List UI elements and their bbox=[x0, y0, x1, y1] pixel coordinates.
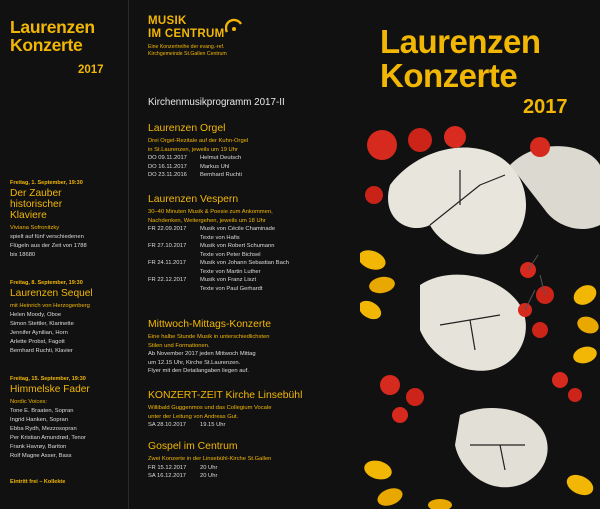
yellow-petal bbox=[360, 297, 384, 323]
section-title: Mittwoch-Mittags-Konzerte bbox=[148, 319, 271, 330]
section-title: Laurenzen Orgel bbox=[148, 123, 226, 134]
schedule-date: FR 27.10.2017 bbox=[148, 243, 187, 249]
section-vespern bbox=[148, 193, 353, 293]
left-brand-title bbox=[10, 18, 128, 54]
event-performer: Nordic Voices: bbox=[10, 399, 48, 405]
section-description bbox=[148, 208, 353, 225]
schedule-subrow bbox=[148, 234, 353, 243]
schedule-subrow bbox=[148, 251, 353, 260]
musik-im-centrum-logo bbox=[148, 15, 348, 85]
logo-subtitle bbox=[148, 44, 348, 58]
event-detail-line: Arlette Probst, Fagott bbox=[10, 339, 65, 345]
yellow-petal bbox=[570, 281, 600, 309]
description-line: Drei Orgel-Rezitale auf der Kuhn-Orgel bbox=[148, 138, 249, 144]
event-detail-line: Tone E. Braaten, Sopran bbox=[10, 408, 74, 414]
section-body bbox=[148, 350, 353, 376]
schedule-date: DO 16.11.2017 bbox=[148, 163, 187, 170]
schedule-info: Helmut Deutsch bbox=[200, 155, 242, 161]
cover-title-line2: Konzerte bbox=[380, 57, 518, 94]
stained-glass-artwork bbox=[360, 125, 600, 509]
red-berry bbox=[406, 388, 424, 406]
yellow-petal bbox=[375, 485, 405, 509]
schedule-info: 19.15 Uhr bbox=[200, 422, 226, 428]
section-description bbox=[148, 404, 353, 421]
section-description bbox=[148, 137, 353, 154]
left-panel bbox=[0, 0, 128, 509]
logo-line2: IM CENTRUM bbox=[148, 28, 225, 40]
section-description bbox=[148, 455, 353, 464]
event-title-line: Der Zauber bbox=[10, 188, 62, 199]
left-year: 2017 bbox=[78, 64, 104, 76]
logo-arc-icon bbox=[225, 17, 243, 33]
red-berry bbox=[552, 372, 568, 388]
cover-title-line1: Laurenzen bbox=[380, 23, 541, 60]
event-2 bbox=[10, 280, 128, 356]
event-detail-line: Ebba Rydh, Mezzosopran bbox=[10, 426, 77, 432]
schedule-info: Musik von Cécile Chaminade bbox=[200, 226, 276, 232]
description-line: 30–40 Minuten Musik & Poesie zum Ankommen, bbox=[148, 209, 273, 215]
cover-panel bbox=[360, 0, 600, 509]
schedule-row bbox=[148, 276, 353, 285]
schedule-row bbox=[148, 154, 353, 163]
logo-subtitle-line: Eine Konzertreihe der evang.-ref. bbox=[148, 44, 225, 50]
logo-line1: MUSIK bbox=[148, 15, 187, 27]
schedule-row bbox=[148, 225, 353, 234]
event-detail-line: Simon Stettler, Klarinette bbox=[10, 321, 74, 327]
schedule-date: FR 22.09.2017 bbox=[148, 226, 187, 232]
white-leaf bbox=[455, 408, 548, 487]
schedule-info: Musik von Robert Schumann bbox=[200, 243, 275, 249]
event-detail-line: spielt auf fünf verschiedenen bbox=[10, 234, 84, 240]
entry-note: Eintritt frei – Kollekte bbox=[10, 479, 66, 485]
red-berry bbox=[380, 375, 400, 395]
section-title: Gospel im Centrum bbox=[148, 441, 238, 452]
logo-wordmark bbox=[148, 15, 348, 41]
cover-title bbox=[380, 25, 541, 93]
yellow-petal bbox=[428, 499, 452, 509]
white-leaf bbox=[388, 148, 526, 255]
red-berry bbox=[392, 407, 408, 423]
schedule-info: Musik von Johann Sebastian Bach bbox=[200, 260, 289, 266]
schedule-row bbox=[148, 163, 353, 172]
event-title-line: Klaviere bbox=[10, 210, 47, 221]
schedule-date: DO 09.11.2017 bbox=[148, 155, 187, 161]
yellow-petal bbox=[362, 458, 394, 483]
schedule-subrow bbox=[148, 285, 353, 294]
event-detail-line: bis 18680 bbox=[10, 252, 36, 258]
middle-panel bbox=[128, 0, 360, 509]
event-title bbox=[10, 188, 128, 221]
schedule-row bbox=[148, 242, 353, 251]
event-performer: mit Heinrich von Herzogenberg bbox=[10, 303, 90, 309]
event-title bbox=[10, 384, 128, 395]
event-detail-line: Per Kristian Amundrød, Tenor bbox=[10, 435, 86, 441]
event-detail-line: Jennifer Aynilian, Horn bbox=[10, 330, 68, 336]
event-title-line: Laurenzen Sequel bbox=[10, 288, 93, 299]
schedule-info: 20 Uhr bbox=[200, 464, 218, 471]
red-berry bbox=[530, 137, 550, 157]
event-detail-line: Helen Moody, Oboe bbox=[10, 312, 62, 318]
section-konzertzeit bbox=[148, 389, 353, 430]
event-date: Freitag, 8. September, 19:30 bbox=[10, 280, 83, 286]
schedule-text: Texte von Hafis bbox=[200, 234, 240, 241]
description-line: Zwei Konzerte in der Linsebühl-Kirche St.Gallen bbox=[148, 456, 272, 462]
section-mittwoch bbox=[148, 318, 353, 376]
description-line: Stilen und Formationen. bbox=[148, 342, 210, 349]
red-berry bbox=[367, 130, 397, 160]
cover-year: 2017 bbox=[523, 96, 568, 118]
logo-subtitle-line: Kirchgemeinde St.Gallen Centrum bbox=[148, 51, 227, 57]
event-title-line: historischer bbox=[10, 199, 63, 210]
event-detail-line: Frank Havrøy, Bariton bbox=[10, 444, 67, 450]
section-title: KONZERT-ZEIT Kirche Linsebühl bbox=[148, 390, 303, 401]
schedule-date: SA 16.12.2017 bbox=[148, 473, 187, 479]
description-line: Willibald Guggenmos und das Collegium Vocale bbox=[148, 405, 272, 411]
event-title-line: Himmelske Fader bbox=[10, 384, 90, 395]
schedule-info: Bernhard Ruchti bbox=[200, 172, 242, 178]
description-line: Nachdenken, Weitergehen, jeweils um 18 Uhr bbox=[148, 217, 266, 224]
schedule-date: DO 23.11.2016 bbox=[148, 172, 187, 178]
event-detail-line: Flügeln aus der Zeit von 1788 bbox=[10, 243, 87, 249]
schedule-row bbox=[148, 259, 353, 268]
event-1 bbox=[10, 180, 128, 260]
schedule-date: FR 15.12.2017 bbox=[148, 464, 187, 471]
schedule-row bbox=[148, 464, 353, 473]
event-date: Freitag, 15. September, 19:30 bbox=[10, 376, 86, 382]
red-berry bbox=[408, 128, 432, 152]
event-details bbox=[10, 233, 128, 260]
yellow-petal bbox=[564, 471, 597, 499]
red-berry bbox=[532, 322, 548, 338]
schedule-date: FR 22.12.2017 bbox=[148, 277, 187, 283]
event-details bbox=[10, 407, 128, 461]
yellow-petal bbox=[571, 344, 598, 366]
description-line: unter der Leitung von Andreas Gut. bbox=[148, 413, 239, 420]
schedule-date: FR 24.11.2017 bbox=[148, 260, 186, 266]
body-line: Flyer mit den Detailangaben liegen auf. bbox=[148, 368, 249, 374]
event-detail-line: Bernhard Ruchti, Klavier bbox=[10, 348, 73, 354]
red-berry bbox=[444, 126, 466, 148]
description-line: Eine halbe Stunde Musik in unterschiedlichsten bbox=[148, 334, 270, 340]
event-performer: Viviana Sofronitzky bbox=[10, 225, 60, 231]
event-details bbox=[10, 311, 128, 356]
left-brand-line1: Laurenzen bbox=[10, 17, 95, 37]
schedule-info: Markus Uhl bbox=[200, 163, 230, 170]
yellow-petal bbox=[360, 247, 388, 273]
schedule-text: Texte von Peter Bichsel bbox=[200, 251, 261, 258]
schedule-subrow bbox=[148, 268, 353, 277]
body-line: Ab November 2017 jeden Mittwoch Mittag bbox=[148, 351, 256, 357]
schedule-row bbox=[148, 472, 353, 481]
schedule-info: Musik von Franz Liszt bbox=[200, 277, 257, 283]
event-detail-line: Rolf Magne Asser, Bass bbox=[10, 453, 72, 459]
red-berry bbox=[568, 388, 582, 402]
yellow-petal bbox=[575, 314, 600, 337]
event-3 bbox=[10, 376, 128, 461]
section-gospel bbox=[148, 440, 353, 481]
program-title: Kirchenmusikprogramm 2017-II bbox=[148, 97, 285, 108]
section-title: Laurenzen Vespern bbox=[148, 194, 239, 205]
event-date: Freitag, 1. September, 19:30 bbox=[10, 180, 83, 186]
schedule-text: Texte von Martin Luther bbox=[200, 268, 261, 275]
section-description bbox=[148, 333, 353, 350]
yellow-petal bbox=[368, 275, 396, 295]
left-brand-line2: Konzerte bbox=[10, 35, 83, 55]
white-leaf bbox=[420, 275, 526, 371]
body-line: um 12.15 Uhr, Kirche St.Laurenzen. bbox=[148, 359, 241, 366]
event-title bbox=[10, 288, 128, 299]
schedule-row bbox=[148, 421, 353, 430]
event-detail-line: Ingrid Hanken, Sopran bbox=[10, 417, 69, 423]
schedule-date: SA 28.10.2017 bbox=[148, 422, 187, 428]
description-line: in St.Laurenzen, jeweils um 19 Uhr bbox=[148, 146, 238, 153]
schedule-info: 20 Uhr bbox=[200, 473, 218, 479]
schedule-text: Texte von Paul Gerhardt bbox=[200, 285, 263, 292]
section-orgel bbox=[148, 122, 353, 180]
red-berry bbox=[365, 186, 383, 204]
schedule-row bbox=[148, 171, 353, 180]
